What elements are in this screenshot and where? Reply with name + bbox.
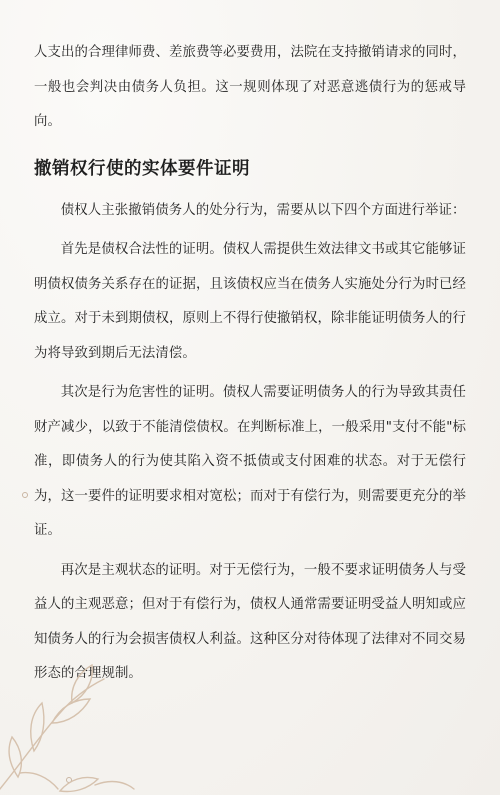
paragraph-first-element: 首先是债权合法性的证明。债权人需提供生效法律文书或其它能够证明债权债务关系存在的证据，且该债权应当在债务人实施处分行为时已经成立。对于未到期债权，原则上不得行使撤销权，除非能证明债务人的行为将导致到期后无法清偿。 (34, 242, 466, 361)
lead-paragraph: 人支出的合理律师费、差旅费等必要费用，法院在支持撤销请求的同时，一般也会判决由债务人负担。这一规则体现了对恶意逃债行为的惩戒导向。 (34, 45, 466, 129)
paragraph-second-element: 其次是行为危害性的证明。债权人需要证明债务人的行为导致其责任财产减少，以致于不能清偿债权。在判断标准上，一般采用"支付不能"标准，即债务人的行为使其陷入资不抵债或支付困难的状态。对于无偿行为，这一要件的证明要求相对宽松；而对于有偿行为，则需要更充分的举证。 (34, 385, 466, 538)
decorative-dot (22, 492, 28, 498)
botanical-branch-icon (0, 595, 200, 795)
section-heading: 撤销权行使的实体要件证明 (34, 158, 250, 179)
document-body (34, 36, 466, 692)
paragraph-intro: 债权人主张撤销债务人的处分行为，需要从以下四个方面进行举证： (60, 202, 466, 218)
paragraph-third-element: 再次是主观状态的证明。对于无偿行为，一般不要求证明债务人与受益人的主观恶意；但对于有偿行为，债权人通常需要证明受益人明知或应知债务人的行为会损害债权人利益。这种区分对待体现了法律对不同交易形态的合理规制。 (34, 562, 466, 681)
